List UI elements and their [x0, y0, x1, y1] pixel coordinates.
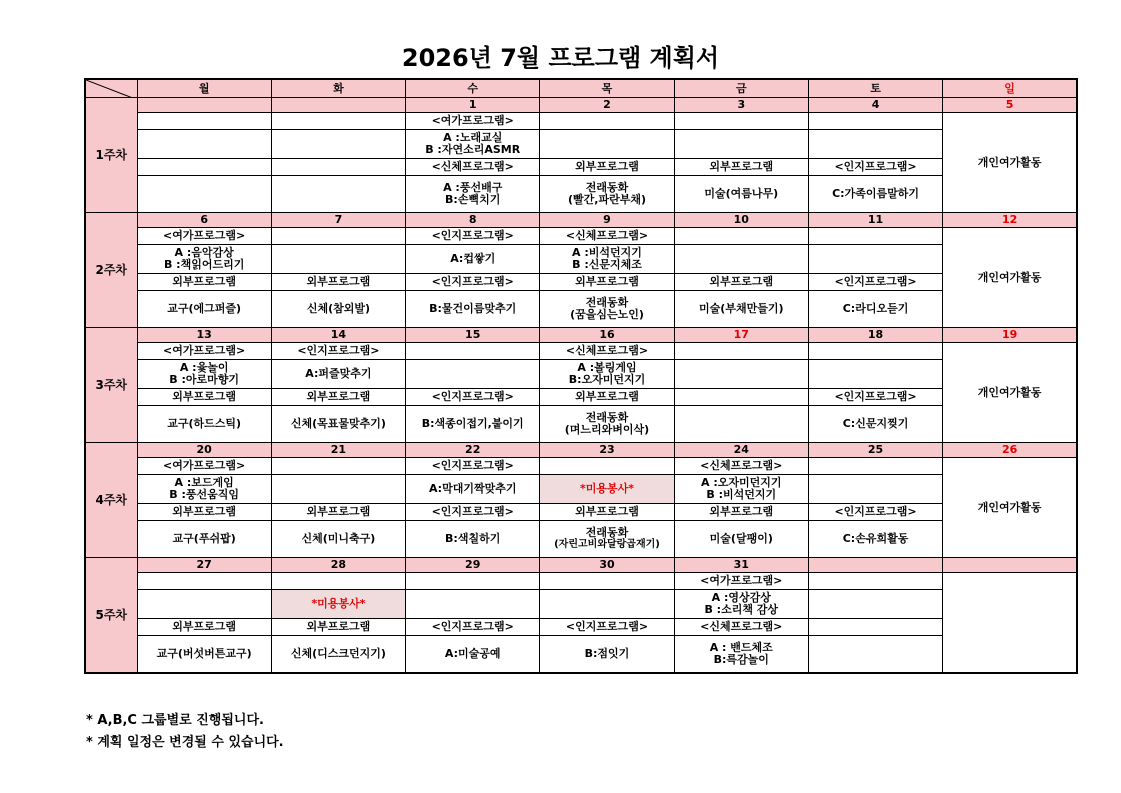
program-category	[674, 389, 808, 406]
program-category: <여가프로그램>	[137, 458, 271, 475]
page-title: 2026년 7월 프로그램 계획서	[401, 44, 720, 72]
program-category	[271, 113, 405, 130]
program-detail	[674, 245, 808, 274]
date-cell: 16	[540, 328, 674, 343]
program-category: <인지프로그램>	[808, 159, 942, 176]
detail-line: B :아로마향기	[169, 373, 240, 386]
program-category	[674, 228, 808, 245]
program-category: 외부프로그램	[137, 389, 271, 406]
program-detail	[540, 130, 674, 159]
program-detail	[540, 176, 674, 213]
detail-line: 신체(디스크던지기)	[290, 647, 386, 660]
program-category: <신체프로그램>	[674, 458, 808, 475]
date-cell: 2	[540, 98, 674, 113]
program-category: 외부프로그램	[137, 504, 271, 521]
program-row	[85, 590, 1077, 619]
program-row	[85, 504, 1077, 521]
note-line: * A,B,C 그룹별로 진행됩니다.	[86, 713, 264, 728]
detail-line: C:신문지찢기	[842, 417, 909, 430]
detail-line: 미술(달팽이)	[709, 532, 773, 545]
date-cell: 11	[808, 213, 942, 228]
day-header-sun: 일	[943, 79, 1077, 98]
program-detail	[540, 636, 674, 674]
detail-line: 교구(하드스틱)	[167, 417, 242, 430]
program-row	[85, 291, 1077, 328]
detail-line: 교구(에그퍼즐)	[167, 302, 242, 315]
program-detail	[271, 406, 405, 443]
program-detail	[137, 636, 271, 674]
program-row	[85, 176, 1077, 213]
date-cell	[271, 98, 405, 113]
program-category: 외부프로그램	[271, 504, 405, 521]
detail-line: B:오자미던지기	[568, 373, 646, 386]
date-cell: 25	[808, 443, 942, 458]
detail-line: A : 밴드체조	[709, 641, 773, 654]
program-category: <인지프로그램>	[808, 389, 942, 406]
program-row	[85, 636, 1077, 674]
program-detail	[406, 176, 540, 213]
program-category	[137, 159, 271, 176]
program-detail	[137, 590, 271, 619]
program-row	[85, 228, 1077, 245]
program-detail	[271, 590, 405, 619]
program-category: 외부프로그램	[674, 504, 808, 521]
program-category	[137, 573, 271, 590]
date-row	[85, 328, 1077, 343]
date-cell: 27	[137, 558, 271, 573]
program-detail	[137, 291, 271, 328]
program-detail	[137, 475, 271, 504]
program-row	[85, 458, 1077, 475]
program-category: <인지프로그램>	[271, 343, 405, 360]
date-cell: 9	[540, 213, 674, 228]
program-row	[85, 521, 1077, 558]
detail-line: (며느리와벼이삭)	[564, 423, 650, 436]
program-row	[85, 159, 1077, 176]
program-detail	[674, 475, 808, 504]
program-category	[808, 619, 942, 636]
program-detail	[406, 521, 540, 558]
date-cell: 18	[808, 328, 942, 343]
program-category: <여가프로그램>	[406, 113, 540, 130]
detail-line: B:점잇기	[584, 647, 630, 660]
detail-line: 교구(푸쉬팝)	[172, 532, 236, 545]
program-detail	[406, 475, 540, 504]
program-category	[674, 343, 808, 360]
date-cell	[808, 558, 942, 573]
program-row	[85, 573, 1077, 590]
date-cell	[943, 558, 1077, 573]
date-cell: 21	[271, 443, 405, 458]
date-cell: 10	[674, 213, 808, 228]
program-category: 외부프로그램	[271, 619, 405, 636]
date-cell: 19	[943, 328, 1077, 343]
program-detail	[808, 406, 942, 443]
program-detail	[808, 521, 942, 558]
detail-line: 미술(여름나무)	[704, 187, 779, 200]
week-label: 3주차	[85, 328, 137, 443]
program-category	[271, 228, 405, 245]
date-cell	[137, 98, 271, 113]
detail-line: 신체(미니축구)	[301, 532, 376, 545]
day-header-sat: 토	[808, 79, 942, 98]
detail-line: B :책읽어드리기	[163, 258, 245, 271]
detail-line: A :영상감상	[711, 591, 771, 604]
program-detail	[540, 475, 674, 504]
program-detail	[137, 245, 271, 274]
date-cell: 7	[271, 213, 405, 228]
date-row	[85, 98, 1077, 113]
program-category	[406, 573, 540, 590]
detail-line: 교구(버섯버튼교구)	[156, 647, 252, 660]
program-category: <인지프로그램>	[406, 619, 540, 636]
program-detail	[808, 475, 942, 504]
date-cell: 8	[406, 213, 540, 228]
diagonal-line-icon	[86, 80, 137, 98]
program-row	[85, 389, 1077, 406]
program-detail	[137, 406, 271, 443]
detail-line: 신체(목표물맞추기)	[290, 417, 386, 430]
program-detail	[540, 245, 674, 274]
detail-line: B:륵감놀이	[713, 653, 769, 666]
detail-line: A :보드게임	[174, 476, 234, 489]
week-label: 5주차	[85, 558, 137, 674]
program-detail	[271, 291, 405, 328]
detail-line: A:컵쌓기	[450, 252, 496, 265]
date-cell: 30	[540, 558, 674, 573]
program-category	[808, 343, 942, 360]
program-detail	[674, 291, 808, 328]
detail-line: C:라디오듣기	[842, 302, 909, 315]
program-detail	[137, 176, 271, 213]
detail-line: *미용봉사*	[311, 597, 366, 610]
program-category: 외부프로그램	[674, 274, 808, 291]
day-header-tue: 화	[271, 79, 405, 98]
program-category	[808, 573, 942, 590]
detail-line: *미용봉사*	[579, 482, 634, 495]
detail-line: A :풍선배구	[443, 181, 503, 194]
date-cell: 15	[406, 328, 540, 343]
program-row	[85, 475, 1077, 504]
date-cell: 6	[137, 213, 271, 228]
program-detail	[808, 245, 942, 274]
program-detail	[808, 636, 942, 674]
date-cell: 3	[674, 98, 808, 113]
program-detail	[808, 130, 942, 159]
week-label: 4주차	[85, 443, 137, 558]
program-category: <인지프로그램>	[406, 504, 540, 521]
date-row	[85, 558, 1077, 573]
date-cell: 26	[943, 443, 1077, 458]
detail-line: A :비석던지기	[572, 246, 642, 259]
date-cell: 31	[674, 558, 808, 573]
detail-line: 전래동화	[585, 181, 629, 194]
program-category	[271, 458, 405, 475]
program-row	[85, 360, 1077, 389]
date-row	[85, 443, 1077, 458]
date-cell: 17	[674, 328, 808, 343]
program-category: 외부프로그램	[540, 504, 674, 521]
detail-line: A:막대기짝맞추기	[428, 482, 517, 495]
detail-line: B :신문지체조	[572, 258, 642, 271]
detail-line: A :볼링게임	[577, 361, 637, 374]
program-category: <신체프로그램>	[406, 159, 540, 176]
program-detail	[808, 590, 942, 619]
detail-line: 전래동화	[585, 296, 629, 309]
program-row	[85, 343, 1077, 360]
detail-line: B:손뼉치기	[445, 193, 501, 206]
day-header-row	[85, 79, 1077, 98]
sunday-activity	[943, 573, 1077, 674]
detail-line: 전래동화	[585, 526, 629, 539]
program-category: 외부프로그램	[540, 389, 674, 406]
program-category	[808, 458, 942, 475]
program-detail	[137, 521, 271, 558]
day-header-wed: 수	[406, 79, 540, 98]
program-category: <인지프로그램>	[808, 274, 942, 291]
date-cell: 23	[540, 443, 674, 458]
program-detail	[808, 291, 942, 328]
program-row	[85, 274, 1077, 291]
program-category: <신체프로그램>	[674, 619, 808, 636]
date-cell: 12	[943, 213, 1077, 228]
program-category	[808, 113, 942, 130]
detail-line: A :윷놀이	[179, 361, 229, 374]
date-cell: 14	[271, 328, 405, 343]
program-calendar	[84, 78, 1078, 674]
program-category: 외부프로그램	[674, 159, 808, 176]
program-detail	[406, 245, 540, 274]
date-cell: 24	[674, 443, 808, 458]
date-cell: 13	[137, 328, 271, 343]
corner-cell	[85, 79, 137, 98]
program-detail	[406, 291, 540, 328]
program-detail	[271, 130, 405, 159]
detail-line: (빨간,파란부채)	[567, 193, 646, 206]
program-category: <신체프로그램>	[540, 228, 674, 245]
program-detail	[271, 176, 405, 213]
program-row	[85, 130, 1077, 159]
date-cell: 29	[406, 558, 540, 573]
program-category: <인지프로그램>	[406, 228, 540, 245]
week-label: 2주차	[85, 213, 137, 328]
day-header-fri: 금	[674, 79, 808, 98]
detail-line: B :비석던지기	[706, 488, 777, 501]
detail-line: (자린고비와달랑곱재기)	[554, 539, 660, 550]
date-cell: 4	[808, 98, 942, 113]
program-category	[540, 113, 674, 130]
program-row	[85, 113, 1077, 130]
program-detail	[540, 291, 674, 328]
detail-line: B :소리책 감상	[704, 603, 779, 616]
program-category: 외부프로그램	[540, 159, 674, 176]
program-category: <여가프로그램>	[674, 573, 808, 590]
program-category	[540, 458, 674, 475]
program-category: <인지프로그램>	[808, 504, 942, 521]
detail-line: B :자연소리ASMR	[425, 143, 521, 156]
program-detail	[674, 176, 808, 213]
detail-line: A :오자미던지기	[701, 476, 782, 489]
detail-line: B :풍선움직임	[169, 488, 240, 501]
detail-line: C:가족이름말하기	[832, 187, 919, 200]
program-detail	[406, 636, 540, 674]
program-category: 외부프로그램	[137, 619, 271, 636]
date-row	[85, 213, 1077, 228]
program-category: <인지프로그램>	[406, 389, 540, 406]
program-detail	[406, 590, 540, 619]
program-detail	[271, 475, 405, 504]
program-detail	[674, 130, 808, 159]
program-category: 외부프로그램	[137, 274, 271, 291]
program-category	[137, 113, 271, 130]
sunday-activity: 개인여가활동	[943, 113, 1077, 213]
program-detail	[406, 360, 540, 389]
sunday-activity: 개인여가활동	[943, 343, 1077, 443]
detail-line: B:물건이름맞추기	[429, 302, 517, 315]
program-detail	[271, 245, 405, 274]
program-detail	[674, 521, 808, 558]
program-detail	[540, 406, 674, 443]
detail-line: (꿈을심는노인)	[570, 308, 644, 321]
program-row	[85, 406, 1077, 443]
sunday-activity: 개인여가활동	[943, 228, 1077, 328]
program-category: 외부프로그램	[271, 389, 405, 406]
program-detail	[137, 360, 271, 389]
date-cell: 5	[943, 98, 1077, 113]
program-detail	[540, 360, 674, 389]
program-category	[271, 573, 405, 590]
program-detail	[137, 130, 271, 159]
program-detail	[406, 130, 540, 159]
date-cell: 1	[406, 98, 540, 113]
program-category	[540, 573, 674, 590]
detail-line: C:손유희활동	[842, 532, 909, 545]
program-category	[808, 228, 942, 245]
program-detail	[674, 590, 808, 619]
detail-line: 전래동화	[585, 411, 629, 424]
notes	[86, 710, 284, 754]
date-cell: 28	[271, 558, 405, 573]
program-detail	[674, 636, 808, 674]
note-line: * 계획 일정은 변경될 수 있습니다.	[86, 735, 284, 750]
program-category	[406, 343, 540, 360]
program-category: 외부프로그램	[271, 274, 405, 291]
week-label: 1주차	[85, 98, 137, 213]
program-detail	[808, 176, 942, 213]
program-category: <인지프로그램>	[406, 458, 540, 475]
date-cell: 20	[137, 443, 271, 458]
detail-line: B:색종이접기,붙이기	[421, 417, 524, 430]
sunday-activity: 개인여가활동	[943, 458, 1077, 558]
date-cell: 22	[406, 443, 540, 458]
program-category: <여가프로그램>	[137, 228, 271, 245]
program-category	[674, 113, 808, 130]
program-category: <인지프로그램>	[406, 274, 540, 291]
program-detail	[540, 521, 674, 558]
program-detail	[540, 590, 674, 619]
program-detail	[808, 360, 942, 389]
detail-line: A :노래교실	[443, 131, 503, 144]
detail-line: 신체(참외발)	[306, 302, 371, 315]
program-category: <여가프로그램>	[137, 343, 271, 360]
program-row	[85, 619, 1077, 636]
program-category: 외부프로그램	[540, 274, 674, 291]
program-category	[271, 159, 405, 176]
program-detail	[271, 521, 405, 558]
detail-line: A:미술공예	[444, 647, 501, 660]
program-category: <신체프로그램>	[540, 343, 674, 360]
program-category: <인지프로그램>	[540, 619, 674, 636]
program-detail	[271, 360, 405, 389]
day-header-mon: 월	[137, 79, 271, 98]
day-header-thu: 목	[540, 79, 674, 98]
program-detail	[674, 406, 808, 443]
detail-line: B:색칠하기	[445, 532, 501, 545]
detail-line: A :음악감상	[174, 246, 234, 259]
program-row	[85, 245, 1077, 274]
program-detail	[674, 360, 808, 389]
detail-line: 미술(부채만들기)	[699, 302, 784, 315]
program-detail	[406, 406, 540, 443]
detail-line: A:퍼즐맞추기	[305, 367, 372, 380]
program-detail	[271, 636, 405, 674]
